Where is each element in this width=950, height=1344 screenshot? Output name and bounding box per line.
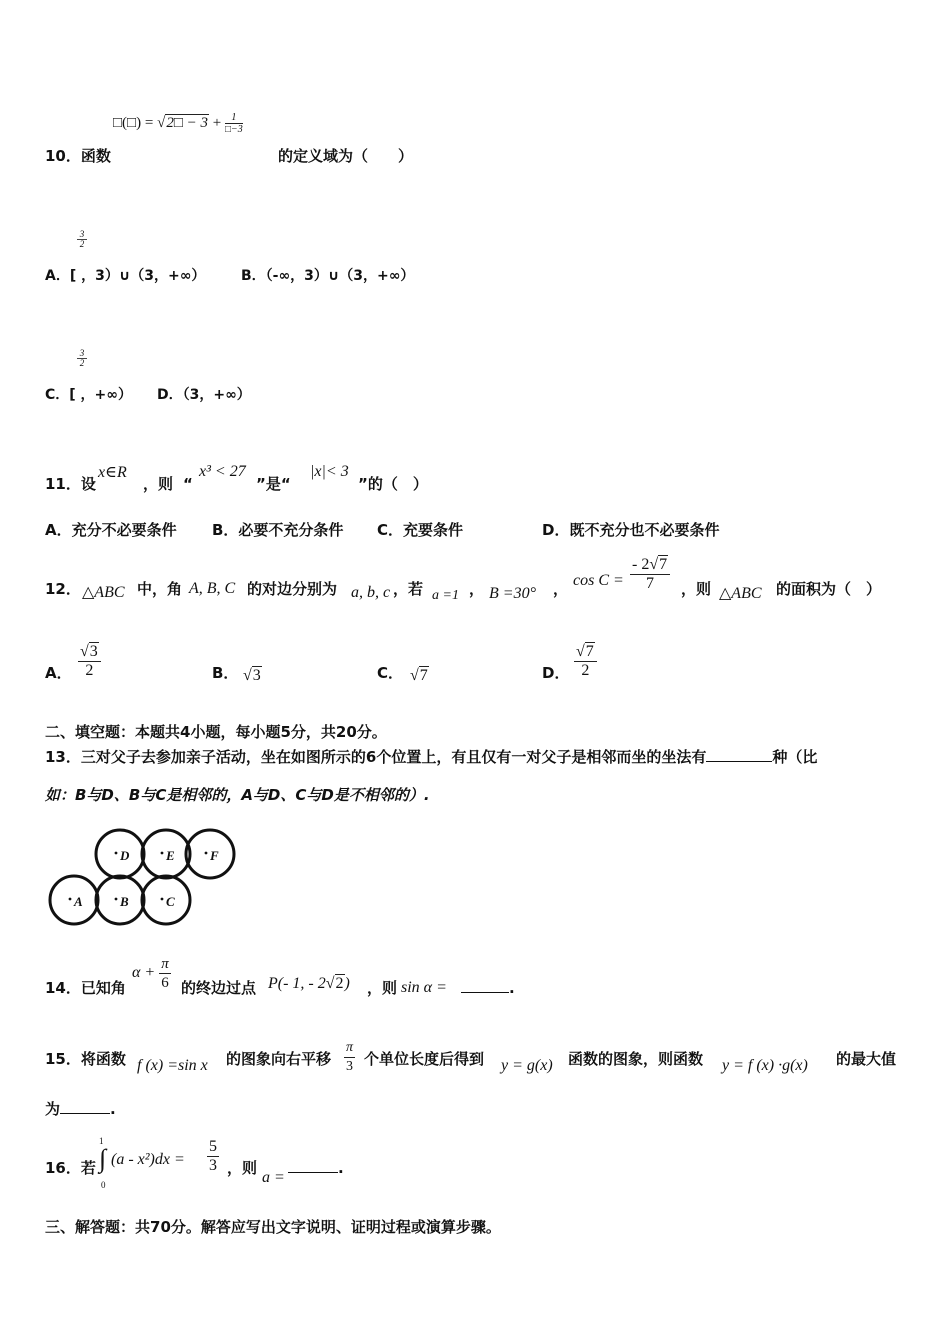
- q15-lead: 15．将函数: [45, 1050, 126, 1068]
- q11-expr1: x³ < 27: [199, 463, 246, 480]
- q15-f: f (x) =sin x: [137, 1057, 208, 1074]
- q16-upper-limit: 1: [99, 1136, 104, 1146]
- q10-formula: □(□) = √2□ − 3 + $\frac{1}{□-3}$: [113, 112, 243, 135]
- q15-g: y = g(x): [501, 1057, 553, 1074]
- q15-three: 3: [346, 1059, 353, 1074]
- q12-cos-lhs: cos C =: [573, 572, 624, 589]
- seat-c-label: C: [166, 894, 175, 909]
- q15-text3: 函数的图象，则函数: [568, 1050, 704, 1068]
- q15-pi: π: [344, 1039, 355, 1058]
- q11-close-quote: ”的（ ）: [358, 475, 428, 493]
- q12-number: 12．: [45, 580, 81, 598]
- q14-answer: .: [461, 978, 515, 998]
- q12-optA-fraction: $\frac{√3}{2}$: [78, 643, 101, 680]
- q16-integral-sign: ∫: [99, 1144, 107, 1173]
- q12-cos-num-prefix: - 2: [632, 556, 650, 573]
- q12-cos-num-rad: 7: [659, 556, 668, 573]
- q13-answer-blank[interactable]: [706, 747, 772, 762]
- q10-formula-lhs: □(□) =: [113, 114, 158, 131]
- q10-optC-fraction: 3 2: [77, 349, 87, 368]
- q16-result: [207, 1138, 219, 1175]
- q12-sides: a, b, c: [351, 584, 391, 601]
- q12-triangle2: △ABC: [719, 585, 762, 602]
- q11-middle-quote: ”是“: [256, 475, 291, 493]
- q12-comma: ，: [469, 580, 485, 598]
- q10-option-a[interactable]: A．[ ，3）∪（3，+∞）: [45, 268, 206, 284]
- q12-optD-label[interactable]: D．: [542, 664, 570, 682]
- q15-shift: [344, 1039, 355, 1076]
- q10-tail: 的定义域为（ ）: [278, 147, 414, 165]
- q10-option-c[interactable]: C．[ ，+∞）: [45, 387, 132, 403]
- q14-six: 6: [161, 975, 169, 991]
- q12-angles: A, B, C: [189, 580, 236, 597]
- q15-text2: 个单位长度后得到: [364, 1050, 485, 1068]
- q10-option-b[interactable]: B．（-∞，3）∪（3，+∞）: [241, 268, 415, 284]
- q11-number: 11．设: [45, 475, 96, 493]
- q11-option-d[interactable]: D．既不充分也不必要条件: [542, 521, 720, 539]
- q15-line2: 为 .: [45, 1100, 116, 1118]
- q13-line2: 如：B与D、B与C是相邻的，A与D、C与D是不相邻的）.: [45, 786, 430, 804]
- q16-lower-limit: 0: [101, 1180, 106, 1190]
- q14-mid: 的终边过点: [181, 979, 257, 997]
- q10-formula-radicand: 2□ − 3: [166, 114, 208, 131]
- q11-set: x∈R: [98, 464, 127, 481]
- q12-optC-label[interactable]: C．: [377, 664, 404, 682]
- q14-angle: [132, 955, 171, 992]
- q16-num: 5: [209, 1138, 217, 1155]
- q12-optB-label[interactable]: B．: [212, 664, 239, 682]
- q12-comma2: ，: [553, 580, 569, 598]
- q10-option-d[interactable]: D．（3，+∞）: [157, 387, 251, 403]
- q14-then: ，则: [367, 979, 398, 997]
- q11-option-a[interactable]: A．充分不必要条件: [45, 521, 177, 539]
- q14-point: P(- 1, - 2√2): [268, 975, 350, 992]
- q10-formula-plus: +: [209, 114, 225, 131]
- q10-number: 10．: [45, 147, 81, 165]
- q12-optC-value: √7: [410, 667, 428, 684]
- q12-text4: ，则: [681, 580, 712, 598]
- q11-option-c[interactable]: C．充要条件: [377, 521, 464, 539]
- q12-optA-label[interactable]: A．: [45, 664, 72, 682]
- q10-lead: 函数: [80, 147, 111, 165]
- seat-a-label: A: [74, 894, 83, 909]
- q10-number-lead: [45, 146, 111, 166]
- q16-answer-blank[interactable]: [288, 1158, 338, 1173]
- q12-optB-value: √3: [243, 667, 261, 684]
- q14-answer-blank[interactable]: [461, 978, 509, 993]
- q12-text5: 的面积为（ ）: [776, 580, 882, 598]
- q12-cos-den: 7: [646, 575, 655, 592]
- q13-line1: 13．三对父子去参加亲子活动，坐在如图所示的6个位置上，有且仅有一对父子是相邻而坐的坐法有 种（比: [45, 748, 818, 766]
- q16-lead: 16．若: [45, 1159, 96, 1177]
- section-3-heading: 三、解答题：共70分。解答应写出文字说明、证明过程或演算步骤。: [45, 1218, 501, 1236]
- q14-sin: sin α =: [401, 979, 447, 996]
- seat-d-label: D: [120, 848, 130, 863]
- q12-text3: ，若: [393, 580, 424, 598]
- q11-expr2: |x|< 3: [310, 463, 349, 480]
- q12-text1: 中，角: [137, 580, 183, 598]
- seat-b-label: B: [120, 894, 129, 909]
- q14-pi: π: [161, 956, 169, 972]
- q16-answer: .: [288, 1158, 344, 1178]
- q12-triangle: △ABC: [82, 584, 125, 601]
- q15-y: y = f (x) ·g(x): [722, 1057, 808, 1074]
- q12-optD-fraction: $\frac{√7}{2}$: [574, 643, 597, 680]
- q16-then: ，则: [227, 1159, 258, 1177]
- q12-a-value: a =1: [432, 588, 459, 603]
- q11-option-b[interactable]: B．必要不充分条件: [212, 521, 344, 539]
- q14-lead: 14．已知角: [45, 979, 126, 997]
- q15-answer-blank[interactable]: [60, 1099, 110, 1114]
- q16-a: a =: [262, 1169, 285, 1186]
- q12-text2: 的对边分别为: [247, 580, 338, 598]
- seat-e-label: E: [166, 848, 175, 863]
- q10-optA-fraction: 3 2: [77, 230, 87, 249]
- q10-formula-fraction: $\frac{1}{□-3}$: [224, 112, 243, 135]
- q15-text4: 的最大值: [836, 1050, 897, 1068]
- seat-f-label: F: [210, 848, 219, 863]
- q14-alpha: α +: [132, 964, 156, 982]
- q11-then: ，则: [143, 475, 174, 493]
- q16-integrand: (a - x²)dx =: [111, 1151, 185, 1168]
- q16-den: 3: [209, 1157, 217, 1174]
- q13-seat-diagram: [46, 826, 238, 928]
- q15-text1: 的图象向右平移: [226, 1050, 332, 1068]
- section-2-heading: 二、填空题：本题共4小题，每小题5分，共20分。: [45, 723, 387, 741]
- q11-open-quote: “: [183, 475, 193, 493]
- q12-cos-fraction: $\frac{- 2√7}{7}$: [630, 556, 670, 593]
- q12-B-value: B =30°: [489, 585, 536, 602]
